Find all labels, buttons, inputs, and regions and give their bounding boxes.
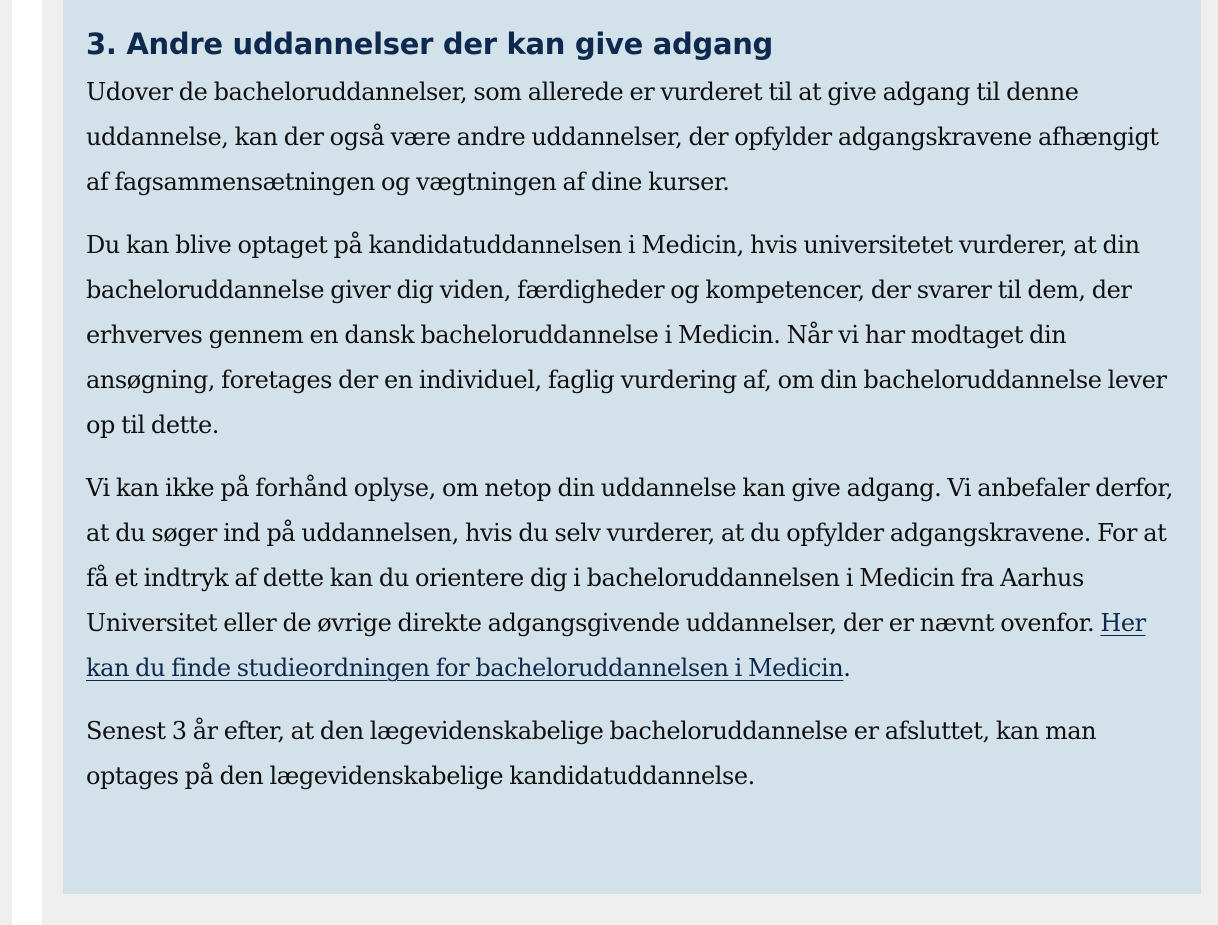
section-heading: 3. Andre uddannelser der kan give adgang [86,27,774,61]
paragraph-recommendation-end: . [843,654,851,682]
paragraph-admission-assessment: Du kan blive optaget på kandidatuddannelsen i Medicin, hvis universitetet vurderer, at din bacheloruddannelse giver dig viden, færdigheder og kompetencer, der svarer til dem, der erhverves gennem en dansk bacheloruddannelse i Medicin. Når vi har modtaget din ansøgning, foretages der en individuel, faglig vurdering af, om din bacheloruddannelse lever op til dette. [86,231,1167,439]
paragraph-other-educations: Udover de bacheloruddannelser, som allerede er vurderet til at give adgang til denne uddannelse, kan der også være andre uddannelser, der opfylder adgangskravene afhængigt af fagsammensætningen og vægtningen af dine kurser. [86,78,1159,196]
paragraph-deadline: Senest 3 år efter, at den lægevidenskabelige bacheloruddannelse er afsluttet, kan man optages på den lægevidenskabelige kandidatuddannelse. [86,717,1097,790]
admission-info-box [63,0,1201,894]
paragraph-recommendation-text: Vi kan ikke på forhånd oplyse, om netop din uddannelse kan give adgang. Vi anbefaler derfor, at du søger ind på uddannelsen, hvis du selv vurderer, at du opfylder adgangskravene. For at få et indtryk af dette kan du orientere dig i bacheloruddannelsen i Medicin fra Aarhus Universitet eller de øvrige direkte adgangsgivende uddannelser, der er nævnt ovenfor. [86,474,1173,637]
paragraph-recommendation [86,466,1177,691]
study-regulations-link[interactable]: Her kan du finde studieordningen for bacheloruddannelsen i Medicin [86,609,1146,682]
left-gutter [0,0,12,925]
